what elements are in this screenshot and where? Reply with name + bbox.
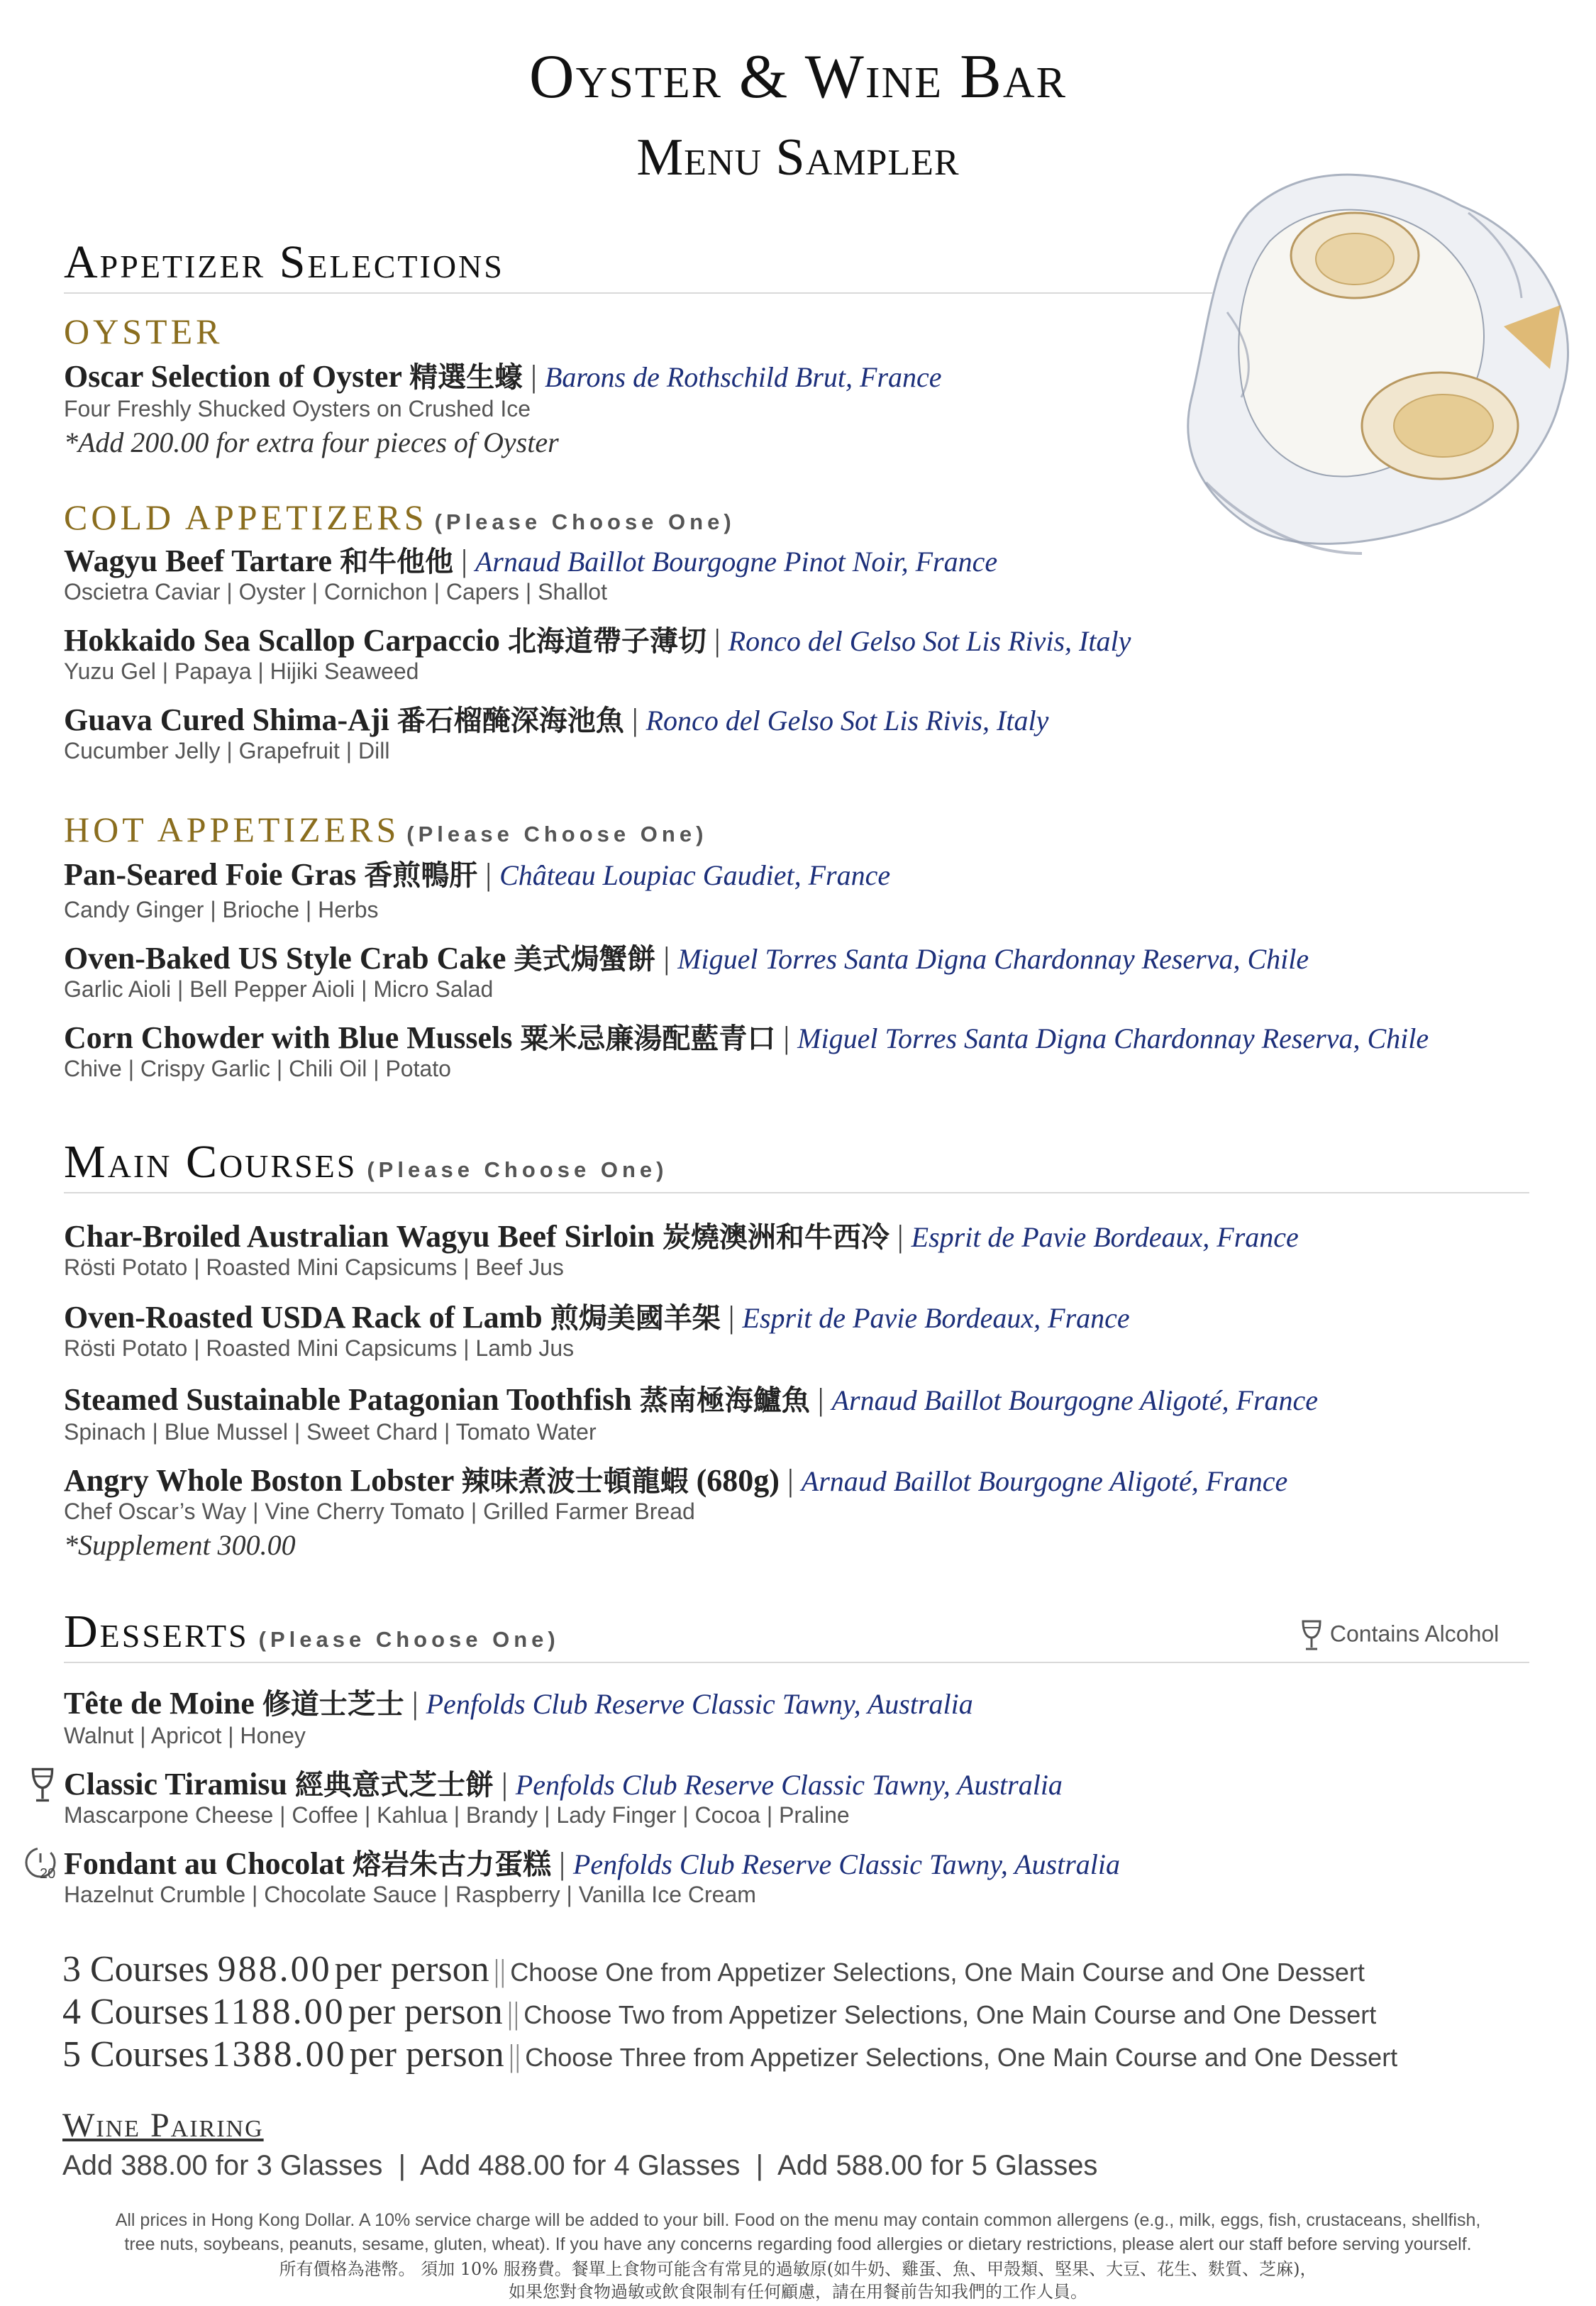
timer-icon [23, 1843, 61, 1882]
footer-note-cn: 如果您對食物過敏或飲食限制有任何顧慮，請在用餐前告知我們的工作人員。 [509, 2282, 1087, 2302]
footer-note-cn: 所有價格為港幣。 須加 10% 服務費。餐單上食物可能含有常見的過敏原(如牛奶、雞蛋、魚、甲殼類、堅果、大豆、花生、麩質、芝麻)， [279, 2259, 1317, 2279]
dish-desc: Yuzu Gel | Papaya | Hijiki Seaweed [64, 658, 419, 684]
dish-item: Pan-Seared Foie Gras 香煎鴨肝 | Château Loupiac Gaudiet, France [64, 857, 891, 892]
subheading-oyster: OYSTER [64, 311, 223, 351]
menu-subtitle: Menu Sampler [636, 128, 960, 187]
wine-glass-icon [28, 1767, 57, 1804]
dish-item: Oven-Roasted USDA Rack of Lamb 煎焗美國羊架 | Esprit de Pavie Bordeaux, France [64, 1300, 1130, 1335]
dish-desc: Spinach | Blue Mussel | Sweet Chard | Tomato Water [64, 1419, 597, 1445]
supplement-note: *Supplement 300.00 [64, 1529, 296, 1561]
dish-item: Fondant au Chocolat 熔岩朱古力蛋糕 | Penfolds Club Reserve Classic Tawny, Australia [64, 1846, 1121, 1881]
dish-item: Guava Cured Shima-Aji 番石榴醃深海池魚 | Ronco del Gelso Sot Lis Rivis, Italy [64, 702, 1049, 737]
price-line: 5 Courses 1388.00 per person || Choose Three from Appetizer Selections, One Main Course and One Dessert [62, 2034, 1398, 2075]
dish-desc: Chef Oscar’s Way | Vine Cherry Tomato | Grilled Farmer Bread [64, 1499, 695, 1524]
footer-note-en: All prices in Hong Kong Dollar. A 10% service charge will be added to your bill. Food on the menu may contain common allergens (e.g., milk, eggs, fish, crustaceans, shellfish, [115, 2210, 1481, 2230]
oyster-note: *Add 200.00 for extra four pieces of Oyster [64, 426, 559, 458]
divider [64, 292, 1213, 294]
subheading-cold: COLD APPETIZERS (Please Choose One) [64, 497, 736, 537]
dish-desc: Hazelnut Crumble | Chocolate Sauce | Raspberry | Vanilla Ice Cream [64, 1882, 756, 1907]
subheading-hot: HOT APPETIZERS (Please Choose One) [64, 810, 708, 849]
dish-item: Steamed Sustainable Patagonian Toothfish 蒸南極海鱸魚 | Arnaud Baillot Bourgogne Aligoté, France [64, 1382, 1319, 1417]
dish-item: Angry Whole Boston Lobster 辣味煮波士頓龍蝦 (680g) | Arnaud Baillot Bourgogne Aligoté, France [64, 1463, 1288, 1498]
dish-desc: Garlic Aioli | Bell Pepper Aioli | Micro Salad [64, 976, 494, 1002]
dish-item: Hokkaido Sea Scallop Carpaccio 北海道帶子薄切 | Ronco del Gelso Sot Lis Rivis, Italy [64, 623, 1131, 658]
dish-desc: Oscietra Caviar | Oyster | Cornichon | Capers | Shallot [64, 579, 607, 605]
menu-title: Oyster & Wine Bar [529, 43, 1067, 111]
price-line: 4 Courses 1188.00 per person || Choose Two from Appetizer Selections, One Main Course and One Dessert [62, 1992, 1377, 2032]
price-line: 3 Courses 988.00 per person || Choose One from Appetizer Selections, One Main Course and One Dessert [62, 1949, 1365, 1990]
dish-desc: Candy Ginger | Brioche | Herbs [64, 897, 379, 922]
section-heading-mains: Main Courses (Please Choose One) [64, 1136, 668, 1188]
wine-pairing-heading: Wine Pairing [62, 2107, 264, 2144]
section-heading-appetizers: Appetizer Selections [64, 236, 504, 288]
dish-desc: Four Freshly Shucked Oysters on Crushed Ice [64, 396, 531, 421]
footer-note-en: tree nuts, soybeans, peanuts, sesame, gluten, wheat). If you have any concerns regarding food allergies or dietary restrictions, please alert our staff before serving yourself. [124, 2234, 1472, 2254]
dish-item: Tête de Moine 修道士芝士 | Penfolds Club Reserve Classic Tawny, Australia [64, 1686, 973, 1721]
oyster-illustration [1163, 128, 1596, 582]
dish-item: Corn Chowder with Blue Mussels 粟米忌廉湯配藍青口 | Miguel Torres Santa Digna Chardonnay Reserva, Chile [64, 1020, 1429, 1055]
wine-pairing-text: Add 388.00 for 3 Glasses | Add 488.00 for 4 Glasses | Add 588.00 for 5 Glasses [62, 2150, 1098, 2181]
alcohol-legend: Contains Alcohol [1299, 1619, 1499, 1652]
dish-oyster: Oscar Selection of Oyster 精選生蠔 | Barons de Rothschild Brut, France [64, 359, 942, 394]
dish-item: Wagyu Beef Tartare 和牛他他 | Arnaud Baillot Bourgogne Pinot Noir, France [64, 544, 998, 578]
dish-desc: Chive | Crispy Garlic | Chili Oil | Potato [64, 1056, 451, 1081]
dish-desc: Mascarpone Cheese | Coffee | Kahlua | Brandy | Lady Finger | Cocoa | Praline [64, 1802, 850, 1828]
wine-glass-icon [1299, 1619, 1324, 1652]
timer-minutes: 20 [40, 1866, 56, 1882]
dish-desc: Rösti Potato | Roasted Mini Capsicums | Lamb Jus [64, 1335, 575, 1361]
dish-item: Oven-Baked US Style Crab Cake 美式焗蟹餅 | Miguel Torres Santa Digna Chardonnay Reserva, Chile [64, 941, 1309, 976]
divider [64, 1662, 1529, 1663]
divider [64, 1192, 1529, 1193]
dish-desc: Rösti Potato | Roasted Mini Capsicums | Beef Jus [64, 1254, 564, 1280]
dish-desc: Cucumber Jelly | Grapefruit | Dill [64, 738, 390, 763]
dish-item: Char-Broiled Australian Wagyu Beef Sirloin 炭燒澳洲和牛西冷 | Esprit de Pavie Bordeaux, France [64, 1219, 1299, 1254]
dish-item: Classic Tiramisu 經典意式芝士餅 | Penfolds Club Reserve Classic Tawny, Australia [64, 1767, 1063, 1802]
section-heading-desserts: Desserts (Please Choose One) [64, 1606, 560, 1657]
dish-desc: Walnut | Apricot | Honey [64, 1723, 306, 1748]
